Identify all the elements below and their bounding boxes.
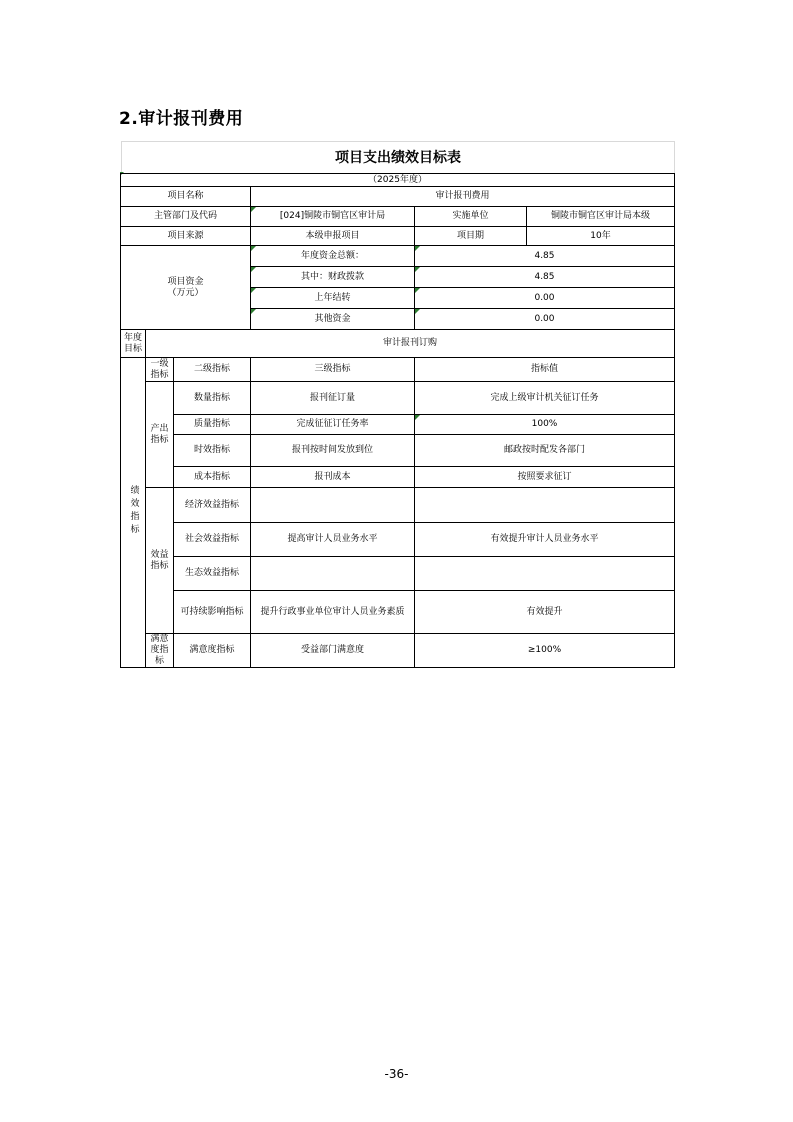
output-value: 按照要求征订	[415, 467, 675, 488]
benefit-l3: 提高审计人员业务水平	[251, 523, 415, 557]
benefit-value: 有效提升审计人员业务水平	[415, 523, 675, 557]
page-number: -36-	[384, 1067, 409, 1081]
funds-total-value: 4.85	[415, 246, 675, 267]
output-l3: 完成征征订任务率	[251, 415, 415, 435]
satisfaction-value: ≥100%	[415, 634, 675, 668]
performance-target-table	[120, 173, 675, 668]
satisfaction-l2: 满意度指标	[174, 634, 251, 668]
project-name: 审计报刊费用	[251, 187, 675, 207]
table-year: （2025年度）	[121, 174, 675, 187]
benefit-l3	[251, 488, 415, 523]
annual-goal-label: 年度 目标	[121, 330, 146, 358]
output-indicator-label: 产出 指标	[146, 382, 174, 488]
benefit-l2: 生态效益指标	[174, 557, 251, 591]
header-level2: 二级指标	[174, 358, 251, 382]
output-l3: 报刊征订量	[251, 382, 415, 415]
output-l2: 数量指标	[174, 382, 251, 415]
benefit-l2: 社会效益指标	[174, 523, 251, 557]
benefit-indicator-label: 效益 指标	[146, 488, 174, 634]
header-level3: 三级指标	[251, 358, 415, 382]
source-label: 项目来源	[121, 227, 251, 246]
output-value: 邮政按时配发各部门	[415, 435, 675, 467]
output-l3: 报刊按时间发放到位	[251, 435, 415, 467]
period-label: 项目期	[415, 227, 527, 246]
impl-unit: 铜陵市铜官区审计局本级	[527, 207, 675, 227]
annual-goal: 审计报刊订购	[146, 330, 675, 358]
header-value: 指标值	[415, 358, 675, 382]
header-level1: 一级 指标	[146, 358, 174, 382]
funds-fiscal-label: 其中：财政拨款	[251, 267, 415, 288]
funds-carryover-label: 上年结转	[251, 288, 415, 309]
impl-unit-label: 实施单位	[415, 207, 527, 227]
dept-value: [024]铜陵市铜官区审计局	[251, 207, 415, 227]
output-l3: 报刊成本	[251, 467, 415, 488]
table-title: 项目支出绩效目标表	[121, 141, 675, 174]
funds-label: 项目资金 （万元）	[121, 246, 251, 330]
output-value: 100%	[415, 415, 675, 435]
benefit-value: 有效提升	[415, 591, 675, 634]
benefit-value	[415, 488, 675, 523]
perf-indicator-label	[121, 358, 146, 668]
funds-carryover-value: 0.00	[415, 288, 675, 309]
output-l2: 时效指标	[174, 435, 251, 467]
satisfaction-indicator-label: 满意 度指 标	[146, 634, 174, 668]
project-name-label: 项目名称	[121, 187, 251, 207]
output-l2: 成本指标	[174, 467, 251, 488]
funds-fiscal-value: 4.85	[415, 267, 675, 288]
dept-label: 主管部门及代码	[121, 207, 251, 227]
benefit-l2: 可持续影响指标	[174, 591, 251, 634]
benefit-l3	[251, 557, 415, 591]
funds-other-value: 0.00	[415, 309, 675, 330]
period-value: 10年	[527, 227, 675, 246]
section-title: 2.审计报刊费用	[119, 109, 244, 129]
benefit-value	[415, 557, 675, 591]
benefit-l3: 提升行政事业单位审计人员业务素质	[251, 591, 415, 634]
perf-indicator-text: 绩效指标	[128, 484, 139, 537]
funds-other-label: 其他资金	[251, 309, 415, 330]
output-value: 完成上级审计机关征订任务	[415, 382, 675, 415]
source-value: 本级申报项目	[251, 227, 415, 246]
funds-total-label: 年度资金总额：	[251, 246, 415, 267]
output-l2: 质量指标	[174, 415, 251, 435]
benefit-l2: 经济效益指标	[174, 488, 251, 523]
satisfaction-l3: 受益部门满意度	[251, 634, 415, 668]
